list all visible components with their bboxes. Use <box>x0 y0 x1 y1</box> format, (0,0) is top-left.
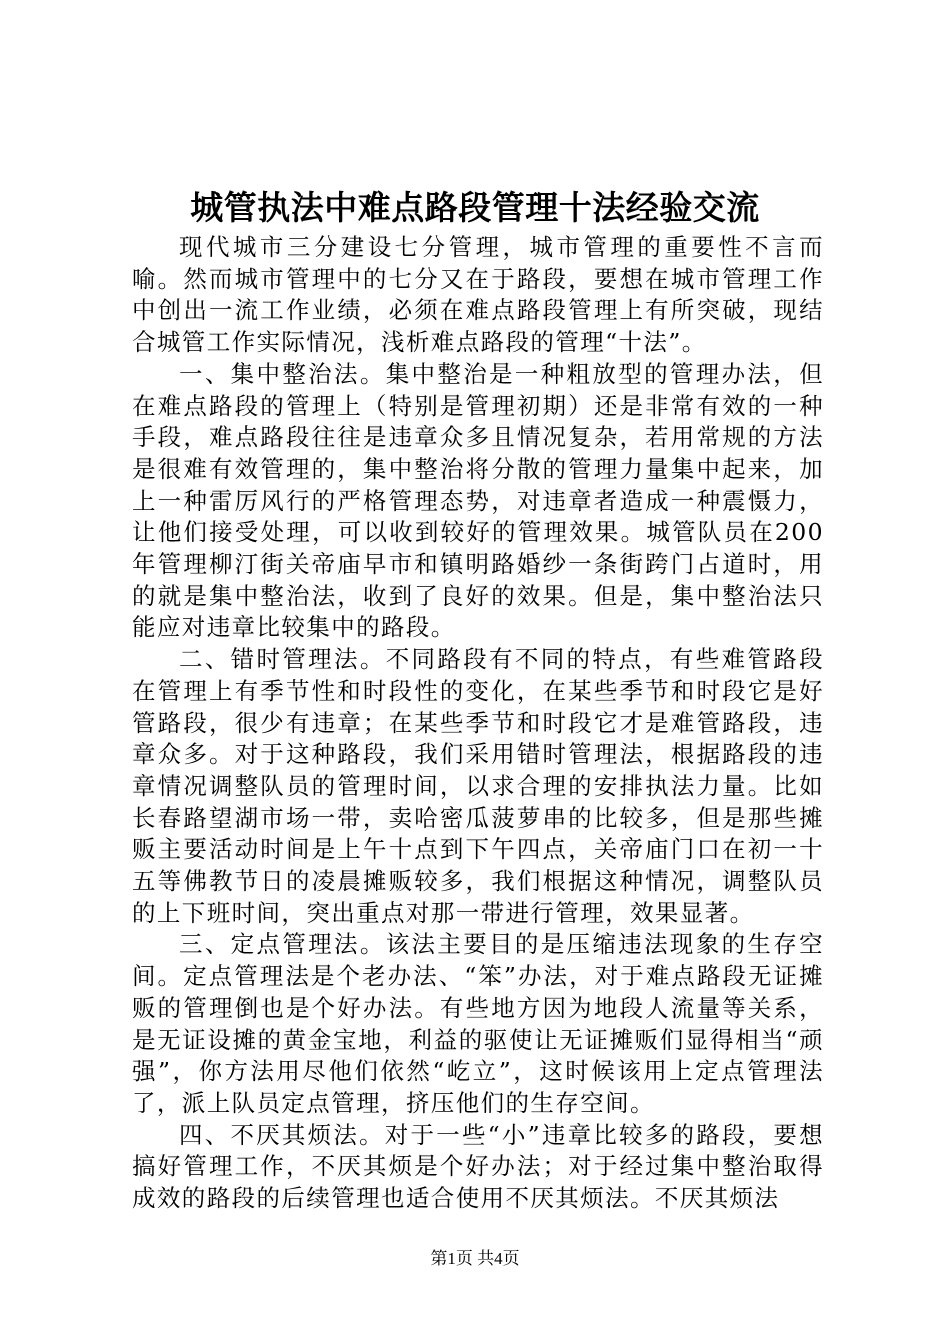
page-footer: 第1页 共4页 <box>430 1249 520 1268</box>
paragraph-intro: 现代城市三分建设七分管理，城市管理的重要性不言而喻。然而城市管理中的七分又在于路段，要想在城市管理工作中创出一流工作业绩，必须在难点路段管理上有所突破，现结合城管工作实际情况，浅析难点路段的管理“十法”。 <box>132 233 824 357</box>
paragraph-method-2: 二、错时管理法。不同路段有不同的特点，有些难管路段在管理上有季节性和时段性的变化，在某些季节和时段它是好管路段，很少有违章；在某些季节和时段它才是难管路段，违章众多。对于这种路段，我们采用错时管理法，根据路段的违章情况调整队员的管理时间，以求合理的安排执法力量。比如长春路望湖市场一带，卖哈密瓜菠萝串的比较多，但是那些摊贩主要活动时间是上午十点到下午四点，关帝庙门口在初一十五等佛教节日的凌晨摊贩较多，我们根据这种情况，调整队员的上下班时间，突出重点对那一带进行管理，效果显著。 <box>132 645 824 927</box>
document-title: 城管执法中难点路段管理十法经验交流 <box>190 188 760 227</box>
paragraph-method-4: 四、不厌其烦法。对于一些“小”违章比较多的路段，要想搞好管理工作，不厌其烦是个好办法；对于经过集中整治取得成效的路段的后续管理也适合使用不厌其烦法。不厌其烦法 <box>132 1120 824 1213</box>
paragraph-method-3: 三、定点管理法。该法主要目的是压缩违法现象的生存空间。定点管理法是个老办法、“笨”办法，对于难点路段无证摊贩的管理倒也是个好办法。有些地方因为地段人流量等关系，是无证设摊的黄金宝地，利益的驱使让无证摊贩们显得相当“顽强”，你方法用尽他们依然“屹立”，这时候该用上定点管理法了，派上队员定点管理，挤压他们的生存空间。 <box>132 930 824 1117</box>
paragraph-method-1: 一、集中整治法。集中整治是一种粗放型的管理办法，但在难点路段的管理上（特别是管理初期）还是非常有效的一种手段，难点路段往往是违章众多且情况复杂，若用常规的方法是很难有效管理的，集中整治将分散的管理力量集中起来，加上一种雷厉风行的严格管理态势，对违章者造成一种震慑力，让他们接受处理，可以收到较好的管理效果。城管队员在200年管理柳汀街关帝庙早市和镇明路婚纱一条街跨门占道时，用的就是集中整治法，收到了良好的效果。但是，集中整治法只能应对违章比较集中的路段。 <box>132 359 824 642</box>
document-body <box>132 232 824 1215</box>
